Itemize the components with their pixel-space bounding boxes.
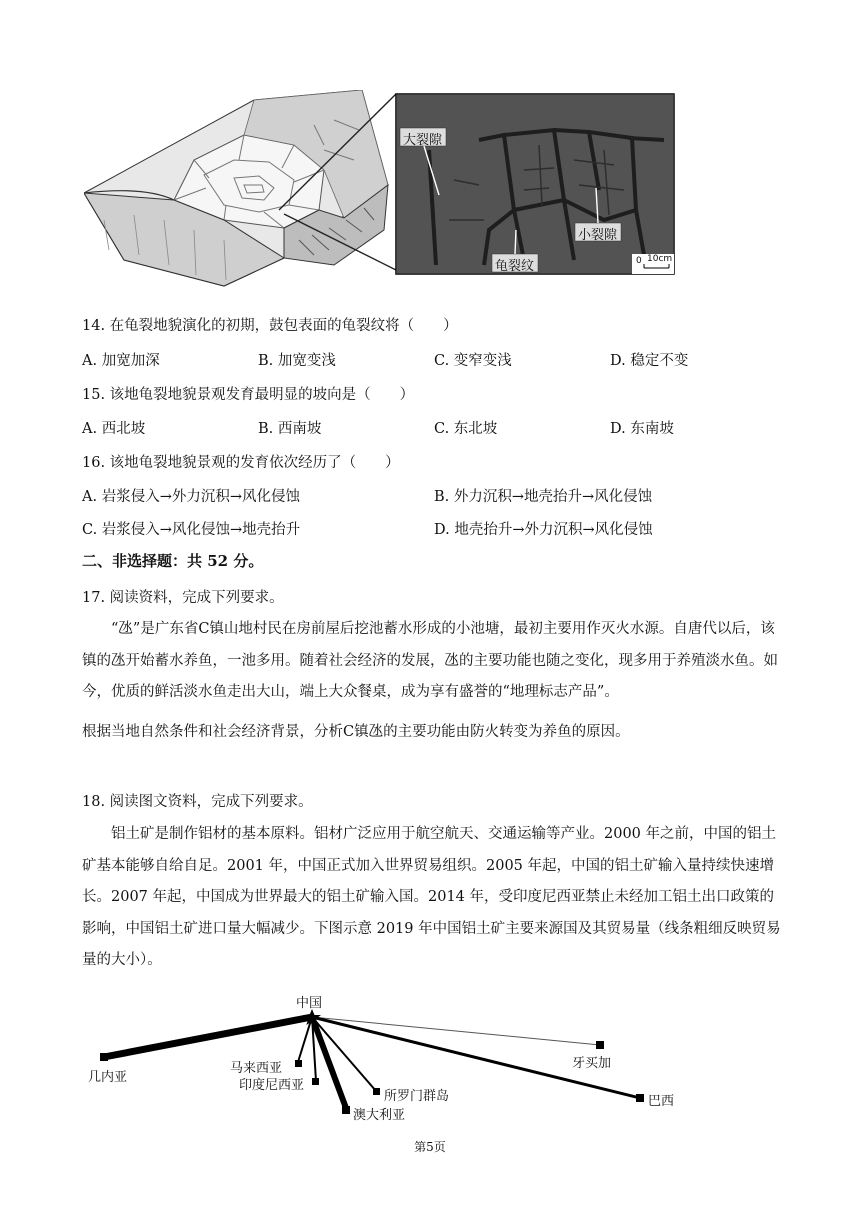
question-16-stem: 16. 该地龟裂地貌景观的发育依次经历了（ ） (82, 455, 400, 471)
q16-option-d: D. 地壳抬升→外力沉积→风化侵蚀 (434, 522, 653, 538)
q15-option-d: D. 东南坡 (610, 421, 674, 437)
landform-block-diagram (84, 90, 676, 296)
marker-solomon (373, 1088, 380, 1095)
label-china: 中国 (296, 996, 323, 1011)
flow-solomon (312, 1017, 376, 1091)
flow-malaysia (298, 1017, 312, 1062)
question-15-stem: 15. 该地龟裂地貌景观发育最明显的坡向是（ ） (82, 387, 415, 403)
flow-guinea (104, 1017, 312, 1057)
landform-figure (84, 90, 676, 296)
label-big-crack: 大裂隙 (403, 133, 443, 148)
marker-jamaica (596, 1041, 604, 1049)
q16-option-b: B. 外力沉积→地壳抬升→风化侵蚀 (434, 489, 653, 505)
question-17-task: 根据当地自然条件和社会经济背景，分析C镇氹的主要功能由防火转变为养鱼的原因。 (82, 724, 630, 740)
marker-brazil (636, 1094, 644, 1102)
page-number: 第5页 (414, 1140, 446, 1154)
label-small-crack: 小裂隙 (578, 228, 618, 243)
label-brazil: 巴西 (648, 1094, 675, 1109)
marker-guinea (100, 1053, 108, 1061)
label-indonesia: 印度尼西亚 (239, 1078, 305, 1093)
q15-option-b: B. 西南坡 (258, 421, 322, 437)
q14-option-b: B. 加宽变浅 (258, 353, 336, 369)
bauxite-trade-map (84, 990, 678, 1130)
flow-jamaica (312, 1017, 600, 1045)
question-18-material: 铝土矿是制作铝材的基本原料。铝材广泛应用于航空航天、交通运输等产业。2000 年之前，中国的铝土矿基本能够自给自足。2001 年，中国正式加入世界贸易组织。2005 年起，中国的铝土矿输入量持续快速增长。2007 年起，中国成为世界最大的铝土矿输入国。2014 年，受印度尼西亚禁止未经加工铝土出口政策的影响，中国铝土矿进口量大幅减少。下图示意 2019 年中国铝土矿主要来源国及其贸易量（线条粗细反映贸易量的大小）。 (82, 826, 781, 968)
question-18-stem: 18. 阅读图文资料，完成下列要求。 (82, 794, 313, 810)
question-17-material: “氹”是广东省C镇山地村民在房前屋后挖池蓄水形成的小池塘，最初主要用作灭火水源。自唐代以后，该镇的氹开始蓄水养鱼，一池多用。随着社会经济的发展，氹的主要功能也随之变化，现多用于养殖淡水鱼。如今，优质的鲜活淡水鱼走出大山，端上大众餐桌，成为享有盛誉的“地理标志产品”。 (82, 621, 778, 700)
q14-option-a: A. 加宽加深 (82, 353, 160, 369)
q15-option-c: C. 东北坡 (434, 421, 498, 437)
q16-option-c: C. 岩浆侵入→风化侵蚀→地壳抬升 (82, 522, 301, 538)
question-17-stem: 17. 阅读资料，完成下列要求。 (82, 590, 284, 606)
q14-option-c: C. 变窄变浅 (434, 353, 512, 369)
q16-option-a: A. 岩浆侵入→外力沉积→风化侵蚀 (82, 489, 300, 505)
scale-length: 10cm (647, 254, 673, 264)
label-solomon: 所罗门群岛 (384, 1089, 450, 1104)
section-2-title: 二、非选择题：共 52 分。 (82, 552, 264, 570)
label-malaysia: 马来西亚 (230, 1061, 283, 1076)
flow-australia (312, 1017, 346, 1108)
q14-option-d: D. 稳定不变 (610, 353, 689, 369)
marker-indonesia (312, 1078, 319, 1085)
label-guinea: 几内亚 (88, 1070, 128, 1085)
marker-australia (342, 1106, 350, 1114)
question-14-stem: 14. 在龟裂地貌演化的初期，鼓包表面的龟裂纹将（ ） (82, 318, 458, 334)
label-jamaica: 牙买加 (572, 1056, 612, 1071)
label-australia: 澳大利亚 (353, 1108, 406, 1123)
q15-option-a: A. 西北坡 (82, 421, 146, 437)
label-turtle-crack: 龟裂纹 (495, 259, 535, 274)
marker-malaysia (295, 1060, 302, 1067)
scale-zero: 0 (636, 256, 642, 266)
